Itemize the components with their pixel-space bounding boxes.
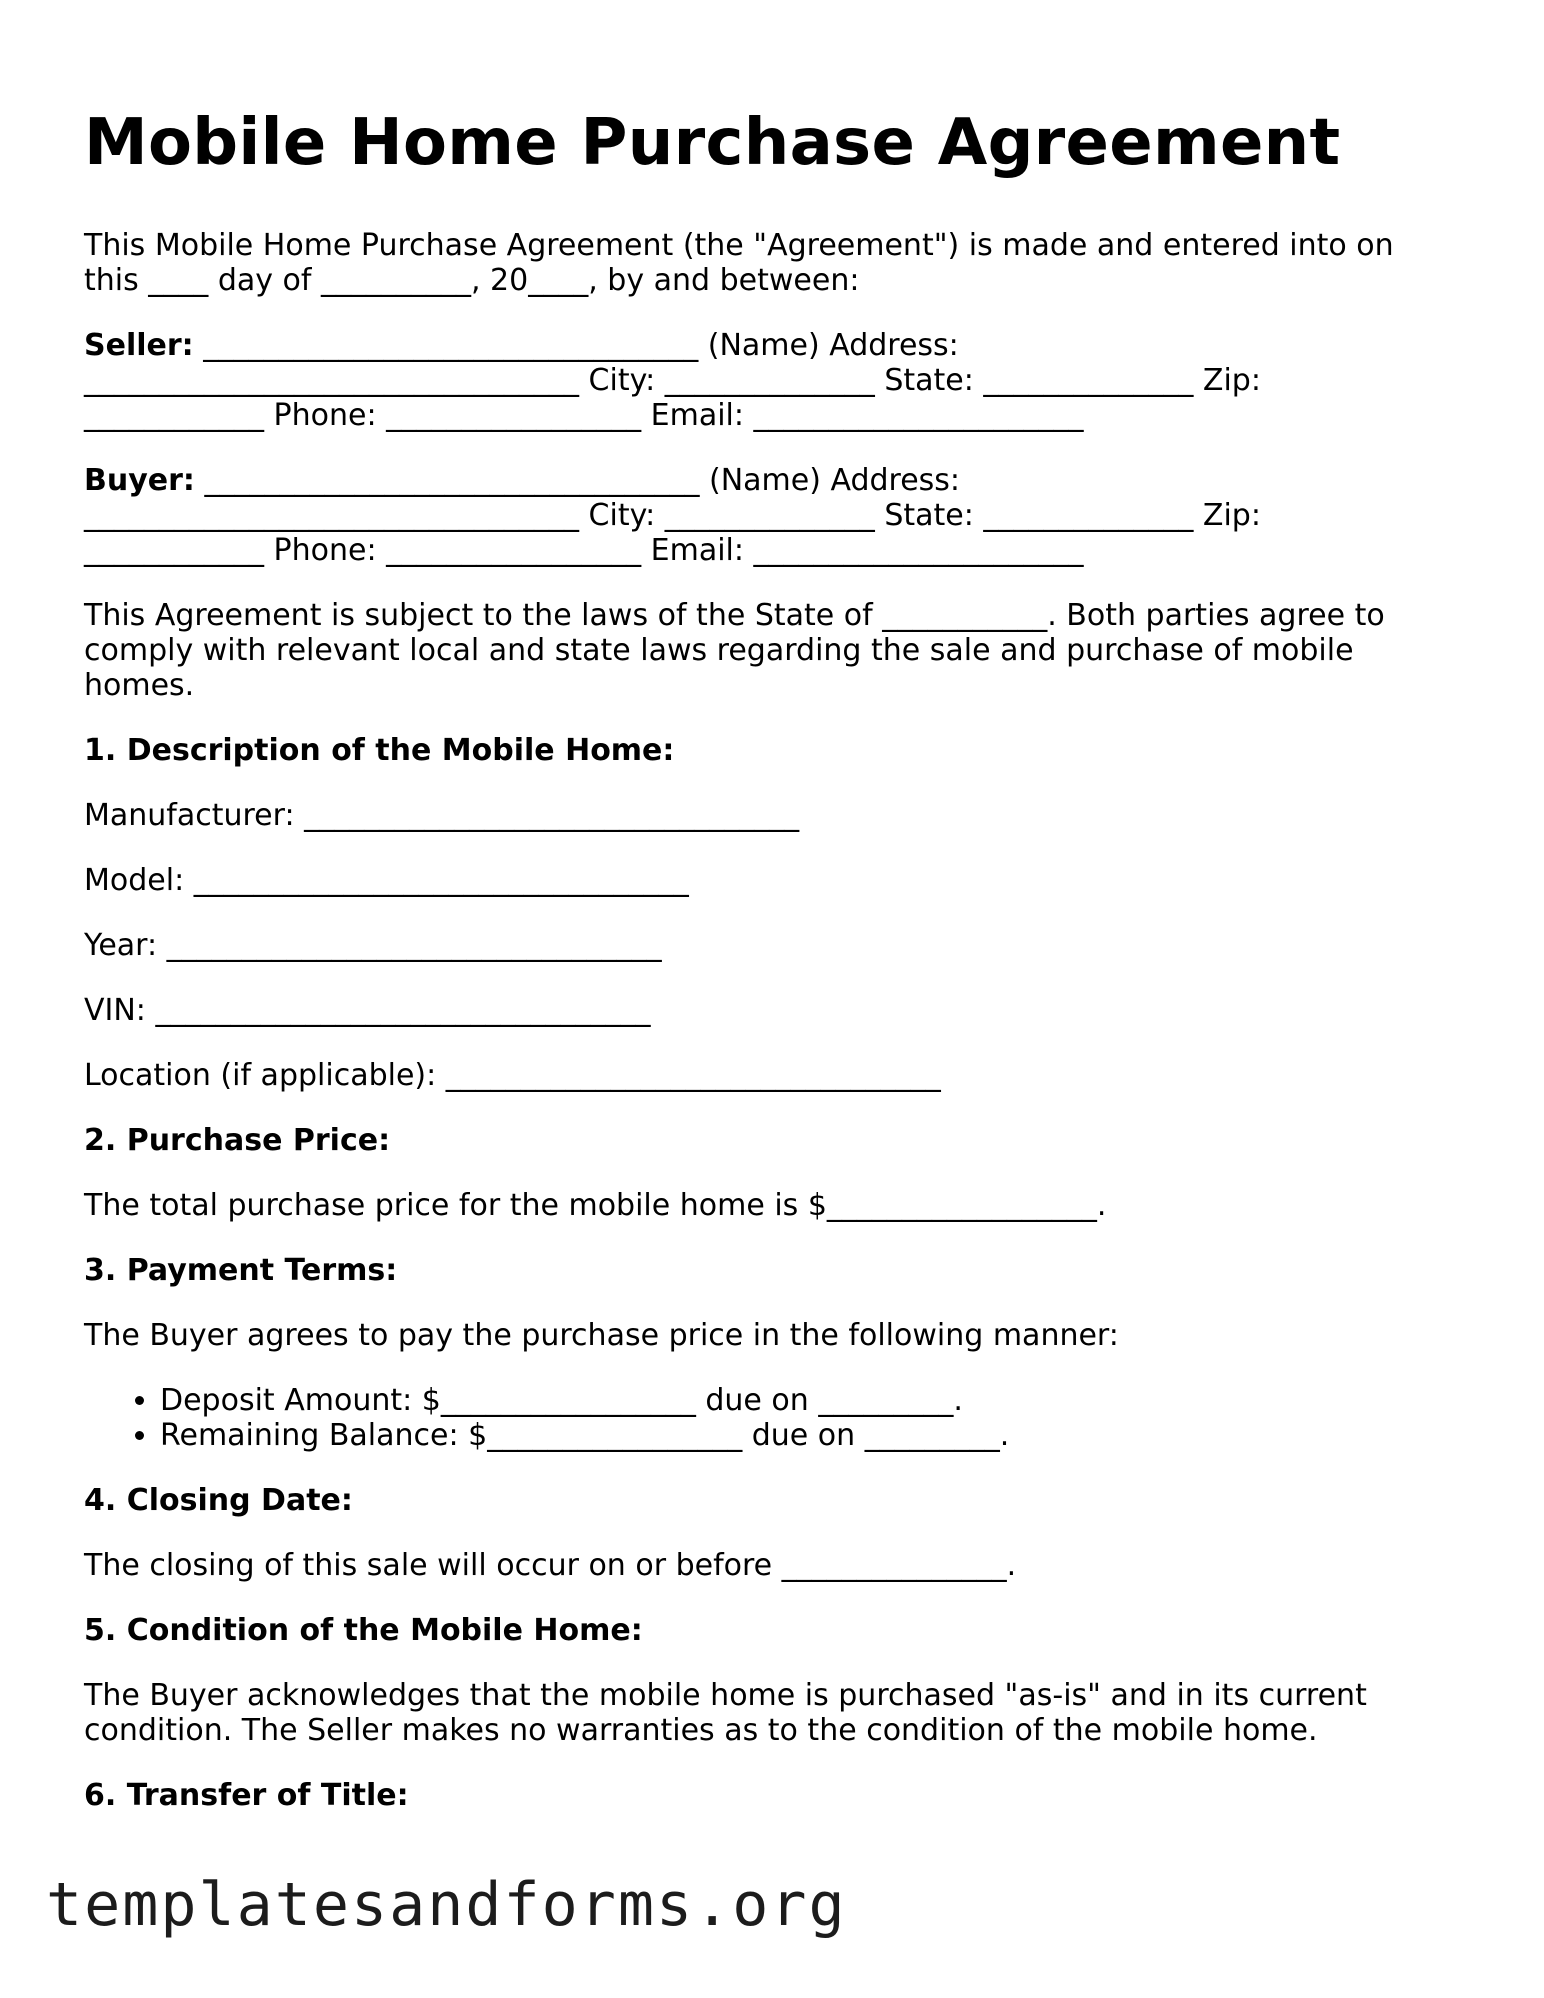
site-watermark: templatesandforms.org <box>46 1870 847 1940</box>
manufacturer-field: Manufacturer: _________________________________ <box>84 798 800 833</box>
agreement-page <box>84 96 1424 1843</box>
seller-fields: _________________________________ (Name) Address: _________________________________ City: ______________ State: ______________ Zip: ____________ Phone: _________________ Email: ______________________ <box>84 328 1271 433</box>
vin-field: VIN: _________________________________ <box>84 993 651 1028</box>
location-field: Location (if applicable): _________________________________ <box>84 1058 941 1093</box>
section-5-heading: 5. Condition of the Mobile Home: <box>84 1613 643 1648</box>
section-2-heading: 2. Purchase Price: <box>84 1123 391 1158</box>
buyer-label: Buyer: <box>84 463 195 498</box>
payment-terms-paragraph: The Buyer agrees to pay the purchase price in the following manner: <box>84 1318 1119 1353</box>
year-field: Year: _________________________________ <box>84 928 662 963</box>
list-item: • Deposit Amount: $_________________ due on _________. <box>160 1383 1424 1418</box>
purchase-price-paragraph: The total purchase price for the mobile home is $__________________. <box>84 1188 1107 1223</box>
closing-date-paragraph: The closing of this sale will occur on or before _______________. <box>84 1548 1017 1583</box>
section-6-heading: 6. Transfer of Title: <box>84 1778 409 1813</box>
model-field: Model: _________________________________ <box>84 863 689 898</box>
section-1-heading: 1. Description of the Mobile Home: <box>84 733 675 768</box>
buyer-fields: _________________________________ (Name) Address: _________________________________ City: ______________ State: ______________ Zip: ____________ Phone: _________________ Email: ______________________ <box>84 463 1271 568</box>
section-3-heading: 3. Payment Terms: <box>84 1253 398 1288</box>
section-4-heading: 4. Closing Date: <box>84 1483 353 1518</box>
governing-law-paragraph: This Agreement is subject to the laws of the State of ___________. Both parties agree to comply with relevant local and state laws regarding the sale and purchase of mobile homes. <box>84 598 1395 703</box>
payment-terms-list <box>84 1383 1424 1453</box>
intro-paragraph: This Mobile Home Purchase Agreement (the "Agreement") is made and entered into on this ____ day of __________, 20____, by and between: <box>84 228 1404 298</box>
list-item: • Remaining Balance: $_________________ due on _________. <box>160 1418 1424 1453</box>
condition-paragraph: The Buyer acknowledges that the mobile home is purchased "as-is" and in its current condition. The Seller makes no warranties as to the condition of the mobile home. <box>84 1678 1377 1748</box>
buyer-block <box>84 463 1424 568</box>
seller-label: Seller: <box>84 328 194 363</box>
seller-block <box>84 328 1424 433</box>
document-title: Mobile Home Purchase Agreement <box>84 106 1341 180</box>
